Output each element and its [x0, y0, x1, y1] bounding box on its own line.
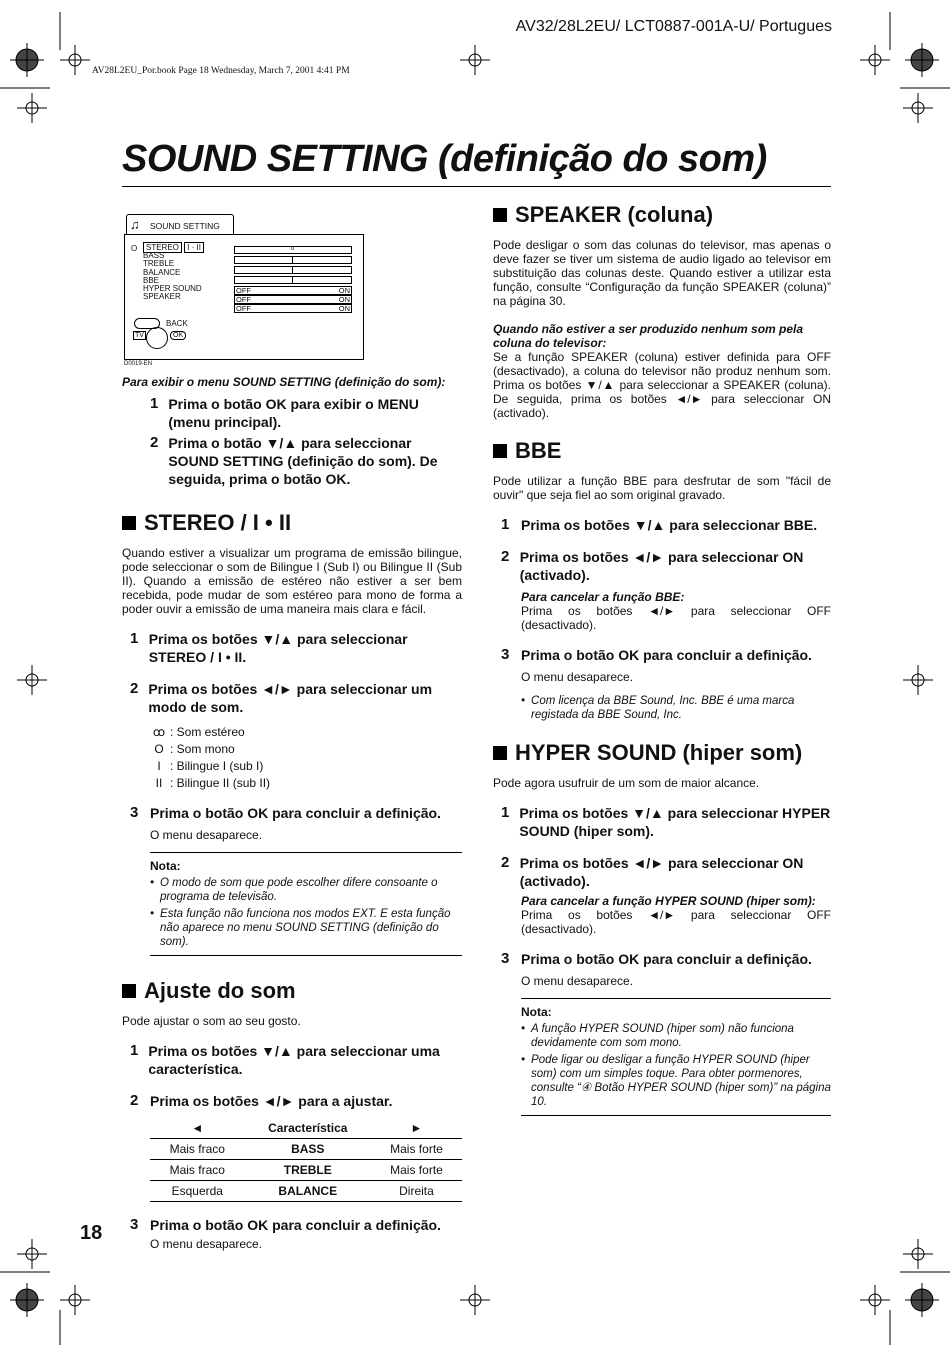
stereo-note-1: • O modo de som que pode escolher difere consoante o programa de televisão. [150, 877, 438, 903]
heading-square-icon [122, 984, 136, 998]
osd-item: STEREO I · II [143, 244, 204, 252]
ajuste-after: O menu desaparece. [150, 1237, 263, 1251]
bbe-heading: BBE [493, 438, 831, 464]
ajuste-heading: Ajuste do som [122, 978, 462, 1004]
stereo-note-2: • Esta função não funciona nos modos EXT. E esta função não aparece no menu SOUND SETTING (definição do som). [150, 908, 451, 948]
speaker-body: Pode desligar o som das colunas do televisor, mas apenas o deve fazer se tiver um sistema de audio ligado ao televisor em substituição das colunas deste. Quando estiver a utilizar esta função, consulte “Configuração da função SPEAKER (coluna)” na página 30. [493, 238, 831, 308]
note-rule-top [521, 998, 831, 999]
feature-table [150, 1118, 462, 1202]
osd-item: BBE [143, 275, 160, 285]
dpad-icon [146, 327, 168, 349]
ajuste-step-2: 2 Prima os botões ◄/► para a ajustar. [130, 1092, 393, 1109]
osd-item: BALANCE [143, 267, 181, 277]
osd-back-label: BACK [166, 319, 188, 328]
bbe-step-3: 3 Prima o botão OK para concluir a definição. [501, 646, 812, 663]
table-cell: BALANCE [245, 1181, 371, 1202]
bbe-step-2: 2 Prima os botões ◄/► para seleccionar ON (activado). [501, 548, 804, 583]
stereo-step-2: 2 Prima os botões ◄/► para seleccionar um modo de som. [130, 680, 433, 715]
heading-square-icon [493, 208, 507, 222]
table-cell: TREBLE [245, 1160, 371, 1181]
stereo-after: O menu desaparece. [150, 828, 263, 842]
table-cell: Esquerda [150, 1181, 245, 1202]
title-rule [122, 186, 831, 187]
speaker-sub-title: Quando não estiver a ser produzido nenhum som pela coluna do televisor: [493, 322, 804, 350]
bbe-cancel-title: Para cancelar a função BBE: [521, 590, 685, 604]
table-cell: BASS [245, 1139, 371, 1160]
table-header-cell: ► [371, 1118, 462, 1139]
sub2-icon: II [155, 776, 163, 790]
table-cell: Direita [371, 1181, 462, 1202]
osd-item: BASS [143, 251, 165, 261]
table-cell: Mais forte [371, 1160, 462, 1181]
osd-tab-label: SOUND SETTING [150, 221, 220, 231]
osd-ok-label: OK [170, 331, 186, 340]
music-note-icon: ♫ [130, 217, 140, 232]
stereo-icon: ꝏ [152, 725, 166, 739]
stereo-step-1: 1 Prima os botões ▼/▲ para seleccionar STEREO / I • II. [130, 630, 408, 665]
heading-square-icon [493, 746, 507, 760]
hyper-heading: HYPER SOUND (hiper som) [493, 740, 831, 766]
intro-step-2: 2 Prima o botão ▼/▲ para seleccionar SOUND SETTING (definição do som). De seguida, prima o botão OK. [150, 434, 438, 487]
osd-item: SPEAKER [143, 292, 181, 302]
osd-item: HYPER SOUND [143, 284, 202, 294]
heading-square-icon [493, 444, 507, 458]
sound-mode-list [130, 724, 462, 792]
bbe-cancel-body: Prima os botões ◄/► para seleccionar OFF (desactivado). [521, 604, 831, 632]
table-cell: Mais fraco [150, 1139, 245, 1160]
stereo-body: Quando estiver a visualizar um programa de emissão bilingue, pode seleccionar o som de Bilingue I (Sub I) ou Bilingue II (Sub II). Quando a emissão de estéreo não estiver a ser bem recebida, pode mudar de som estéreo para mono de forma a poder ouvir a emissão de uma maneira mais clara e fácil. [122, 546, 462, 616]
hyper-step-2: 2 Prima os botões ◄/► para seleccionar ON (activado). [501, 854, 804, 889]
bbe-license: • Com licença da BBE Sound, Inc. BBE é uma marca registada da BBE Sound, Inc. [521, 695, 795, 721]
intro-caption: Para exibir o menu SOUND SETTING (definição do som): [122, 375, 446, 389]
hyper-note-2: • Pode ligar ou desligar a função HYPER SOUND (hiper som) com um simples toque. Para obter pormenores, consulte “④ Botão HYPER SOUND (hiper som)” na página 10. [521, 1054, 831, 1108]
ajuste-step-1: 1 Prima os botões ▼/▲ para seleccionar uma característica. [130, 1042, 440, 1077]
osd-code: D0019-EN [124, 361, 153, 367]
stereo-heading: STEREO / I • II [122, 510, 462, 536]
ajuste-step-3: 3 Prima o botão OK para concluir a definição. [130, 1216, 441, 1233]
table-row [150, 1139, 462, 1160]
table-row [150, 1181, 462, 1202]
table-header-cell: Característica [245, 1118, 371, 1139]
speaker-sub-body: Se a função SPEAKER (coluna) estiver definida para OFF (desactivado), a coluna do televisor não produz nenhum som. Prima os botões ▼/▲ para seleccionar a SPEAKER (coluna). De seguida, prima os botões ◄/► para seleccionar ON (activado). [493, 350, 831, 420]
hyper-after: O menu desaparece. [521, 974, 634, 988]
speaker-heading: SPEAKER (coluna) [493, 202, 831, 228]
bbe-step-1: 1 Prima os botões ▼/▲ para seleccionar BBE. [501, 516, 818, 533]
table-header-cell: ◄ [150, 1118, 245, 1139]
heading-square-icon [122, 516, 136, 530]
table-cell: Mais fraco [150, 1160, 245, 1181]
hyper-step-1: 1 Prima os botões ▼/▲ para seleccionar HYPER SOUND (hiper som). [501, 804, 831, 839]
mono-icon: O [154, 742, 164, 756]
osd-tv-label: TV [135, 332, 144, 339]
bbe-after: O menu desaparece. [521, 670, 634, 684]
table-cell: Mais forte [371, 1139, 462, 1160]
hyper-body: Pode agora usufruir de um som de maior alcance. [493, 776, 760, 790]
mode-sub2: II : Bilingue II (sub II) [148, 775, 462, 792]
osd-menu-illustration: ♫ SOUND SETTING O STEREO I · II BASS TREBLE BALANCE BBE HYPER SOUND SPEAKER o OFF ON OFF ON OFF ON BACK TV OK [124, 212, 362, 358]
hyper-cancel-body: Prima os botões ◄/► para seleccionar OFF (desactivado). [521, 908, 831, 936]
stereo-symbol-icon: O [131, 244, 138, 253]
mode-sub1: I : Bilingue I (sub I) [148, 758, 462, 775]
table-row [150, 1160, 462, 1181]
right-column [493, 202, 831, 1116]
bbe-body: Pode utilizar a função BBE para desfrutar de som "fácil de ouvir" que seja fiel ao som original gravado. [493, 474, 831, 502]
page-number: 18 [80, 1222, 103, 1244]
hyper-step-3: 3 Prima o botão OK para concluir a definição. [501, 950, 812, 967]
note-rule-bottom [521, 1115, 831, 1116]
stereo-step-3: 3 Prima o botão OK para concluir a definição. [130, 804, 441, 821]
left-column [122, 375, 462, 1251]
hyper-cancel-title: Para cancelar a função HYPER SOUND (hiper som): [521, 894, 816, 908]
stereo-note-title: Nota: [150, 859, 181, 873]
page-title: SOUND SETTING (definição do som) [122, 138, 767, 180]
mode-mono: O : Som mono [148, 741, 462, 758]
note-rule-top [150, 852, 462, 853]
table-header-row [150, 1118, 462, 1139]
sub1-icon: I [157, 759, 161, 773]
mode-stereo: ꝏ : Som estéreo [148, 724, 462, 741]
document-code: AV32/28L2EU/ LCT0887-001A-U/ Portugues [515, 18, 832, 35]
hyper-note-1: • A função HYPER SOUND (hiper som) não funciona devidamente com som mono. [521, 1023, 794, 1049]
book-info-line: AV28L2EU_Por.book Page 18 Wednesday, March 7, 2001 4:41 PM [92, 66, 350, 76]
intro-step-1: 1 Prima o botão OK para exibir o MENU (menu principal). [150, 395, 419, 430]
osd-item: TREBLE [143, 259, 175, 269]
ajuste-body: Pode ajustar o som ao seu gosto. [122, 1014, 301, 1028]
note-rule-bottom [150, 955, 462, 956]
hyper-note-title: Nota: [521, 1005, 552, 1019]
